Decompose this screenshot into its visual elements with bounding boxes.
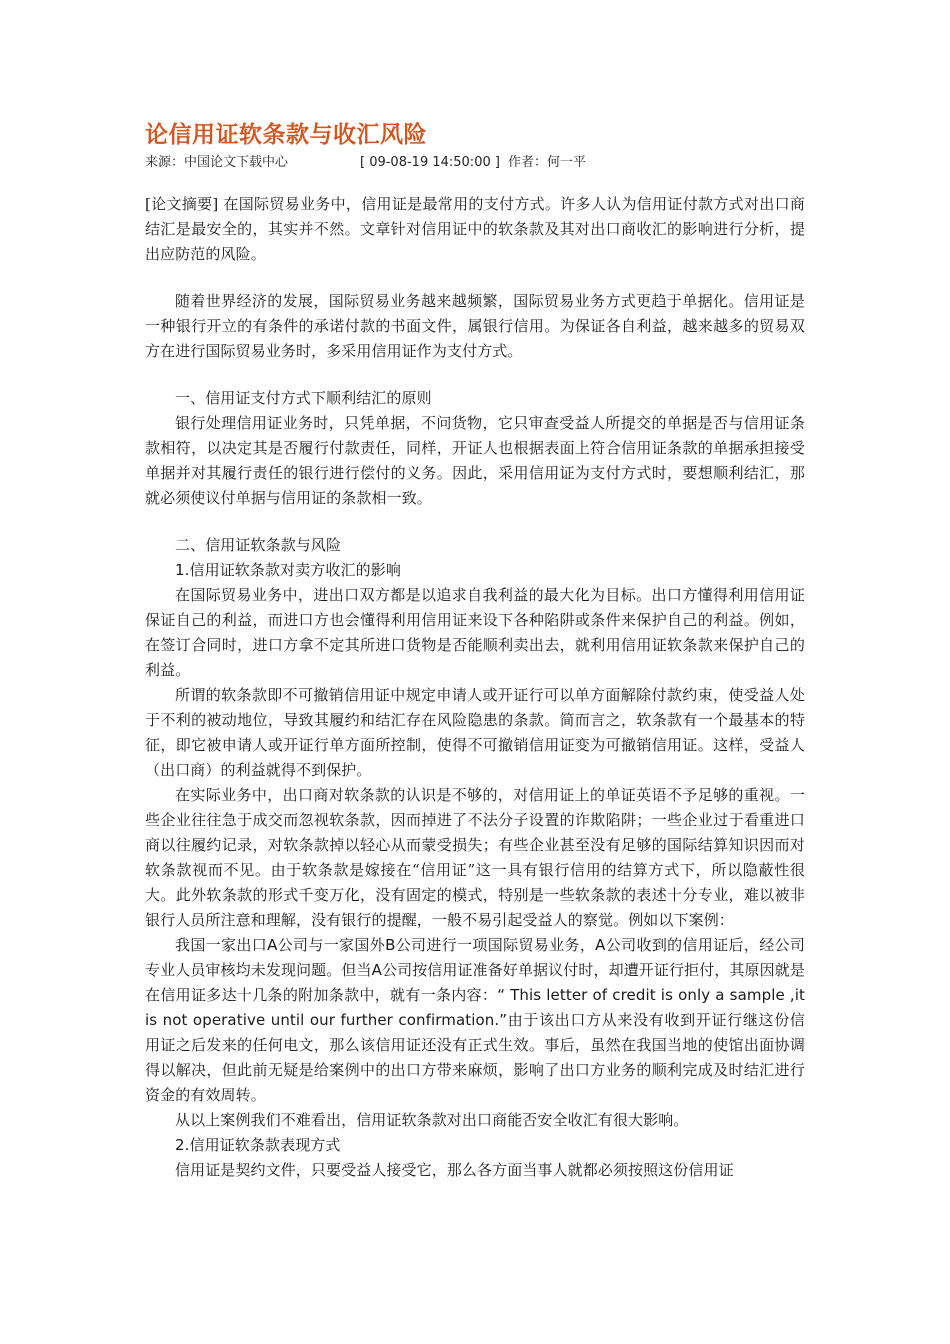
case-letter: B — [385, 936, 396, 954]
case-letter: A — [595, 936, 606, 954]
article-source: 来源：中国论文下载中心 — [145, 155, 289, 170]
subsection-heading-2 — [145, 1133, 805, 1158]
section-2-paragraph-6: 信用证是契约文件，只要受益人接受它，那么各方面当事人就都必须按照这份信用证 — [175, 1161, 734, 1179]
case-text: 公司按信用证准备好单据议付时，却遭开证行拒付，其原因就是在信用证多达十几条的附加条款中，就有一条内容： — [145, 961, 805, 1004]
case-text: 公司进行一项国际贸易业务， — [395, 936, 596, 954]
case-paragraph — [145, 933, 805, 1108]
case-text: 公司收到的信用证后，经公司专业人员审核均未发现问题。但当 — [145, 936, 805, 979]
case-quote: “ This letter of credit is only a sample ,it is not operative until our further confirmation.” — [145, 986, 805, 1029]
case-text: 由于该出口方从来没有收到开证行继这份信用证之后发来的任何电文，那么该信用证还没有正式生效。事后，虽然在我国当地的使馆出面协调得以解决，但此前无疑是给案例中的出口方带来麻烦，影响了出口方业务的顺利完成及时结汇进行资金的有效周转。 — [145, 1011, 805, 1104]
subsection-heading-1 — [145, 558, 805, 583]
case-letter: A — [267, 936, 278, 954]
abstract-paragraph: [论文摘要] 在国际贸易业务中，信用证是最常用的支付方式。许多人认为信用证付款方式对出口商结汇是最安全的，其实并不然。文章针对信用证中的软条款及其对出口商收汇的影响进行分析，提出应防范的风险。 — [145, 195, 805, 263]
section-2-paragraph-3: 在实际业务中，出口商对软条款的认识是不够的，对信用证上的单证英语不予足够的重视。一些企业往往急于成交而忽视软条款，因而掉进了不法分子设置的诈欺陷阱；一些企业过于看重进口商以往履约记录，对软条款掉以轻心从而蒙受损失；有些企业甚至没有足够的国际结算知识因而对软条款视而不见。由于软条款是嫁接在“信用证”这一具有银行信用的结算方式下，所以隐蔽性很大。此外软条款的形式千变万化，没有固定的模式，特别是一些软条款的表述十分专业，难以被非银行人员所注意和理解，没有银行的提醒，一般不易引起受益人的察觉。例如以下案例： — [145, 786, 805, 929]
case-text: 公司与一家国外 — [277, 936, 386, 954]
article-author: 作者：何一平 — [508, 155, 587, 170]
section-1-paragraph: 银行处理信用证业务时，只凭单据，不问货物，它只审查受益人所提交的单据是否与信用证条款相符，以决定其是否履行付款责任，同样，开证人也根据表面上符合信用证条款的单据承担接受单据并对其履行责任的银行进行偿付的义务。因此，采用信用证为支付方式时，要想顺利结汇，那就必须使议付单据与信用证的条款相一致。 — [145, 414, 805, 507]
article-meta — [145, 152, 805, 174]
subsection-heading-2-text: 2.信用证软条款表现方式 — [175, 1136, 341, 1154]
article — [145, 118, 805, 1183]
subsection-heading-1-text: 1.信用证软条款对卖方收汇的影响 — [175, 561, 401, 579]
section-2-paragraph-1: 在国际贸易业务中，进出口双方都是以追求自我利益的最大化为目标。出口方懂得利用信用证保证自己的利益，而进口方也会懂得利用信用证来设下各种陷阱或条件来保护自己的利益。例如，在签订合同时，进口方拿不定其所进口货物是否能顺利卖出去，就利用信用证软条款来保护自己的利益。 — [145, 586, 805, 679]
section-2-paragraph-5: 从以上案例我们不难看出，信用证软条款对出口商能否安全收汇有很大影响。 — [175, 1111, 689, 1129]
section-heading-1: 一、信用证支付方式下顺利结汇的原则 — [175, 389, 432, 407]
article-title: 论信用证软条款与收汇风险 — [145, 122, 427, 148]
intro-paragraph: 随着世界经济的发展，国际贸易业务越来越频繁，国际贸易业务方式更趋于单据化。信用证是一种银行开立的有条件的承诺付款的书面文件，属银行信用。为保证各自利益，越来越多的贸易双方在进行国际贸易业务时，多采用信用证作为支付方式。 — [145, 292, 805, 360]
section-2-paragraph-2: 所谓的软条款即不可撤销信用证中规定申请人或开证行可以单方面解除付款约束，使受益人处于不利的被动地位，导致其履约和结汇存在风险隐患的条款。简而言之，软条款有一个最基本的特征，即它被申请人或开证行单方面所控制，使得不可撤销信用证变为可撤销信用证。这样，受益人（出口商）的利益就得不到保护。 — [145, 686, 805, 779]
section-heading-2: 二、信用证软条款与风险 — [175, 536, 342, 554]
article-timestamp: [ 09-08-19 14:50:00 ] — [360, 155, 500, 170]
case-letter: A — [371, 961, 382, 979]
case-text: 我国一家出口 — [175, 936, 268, 954]
